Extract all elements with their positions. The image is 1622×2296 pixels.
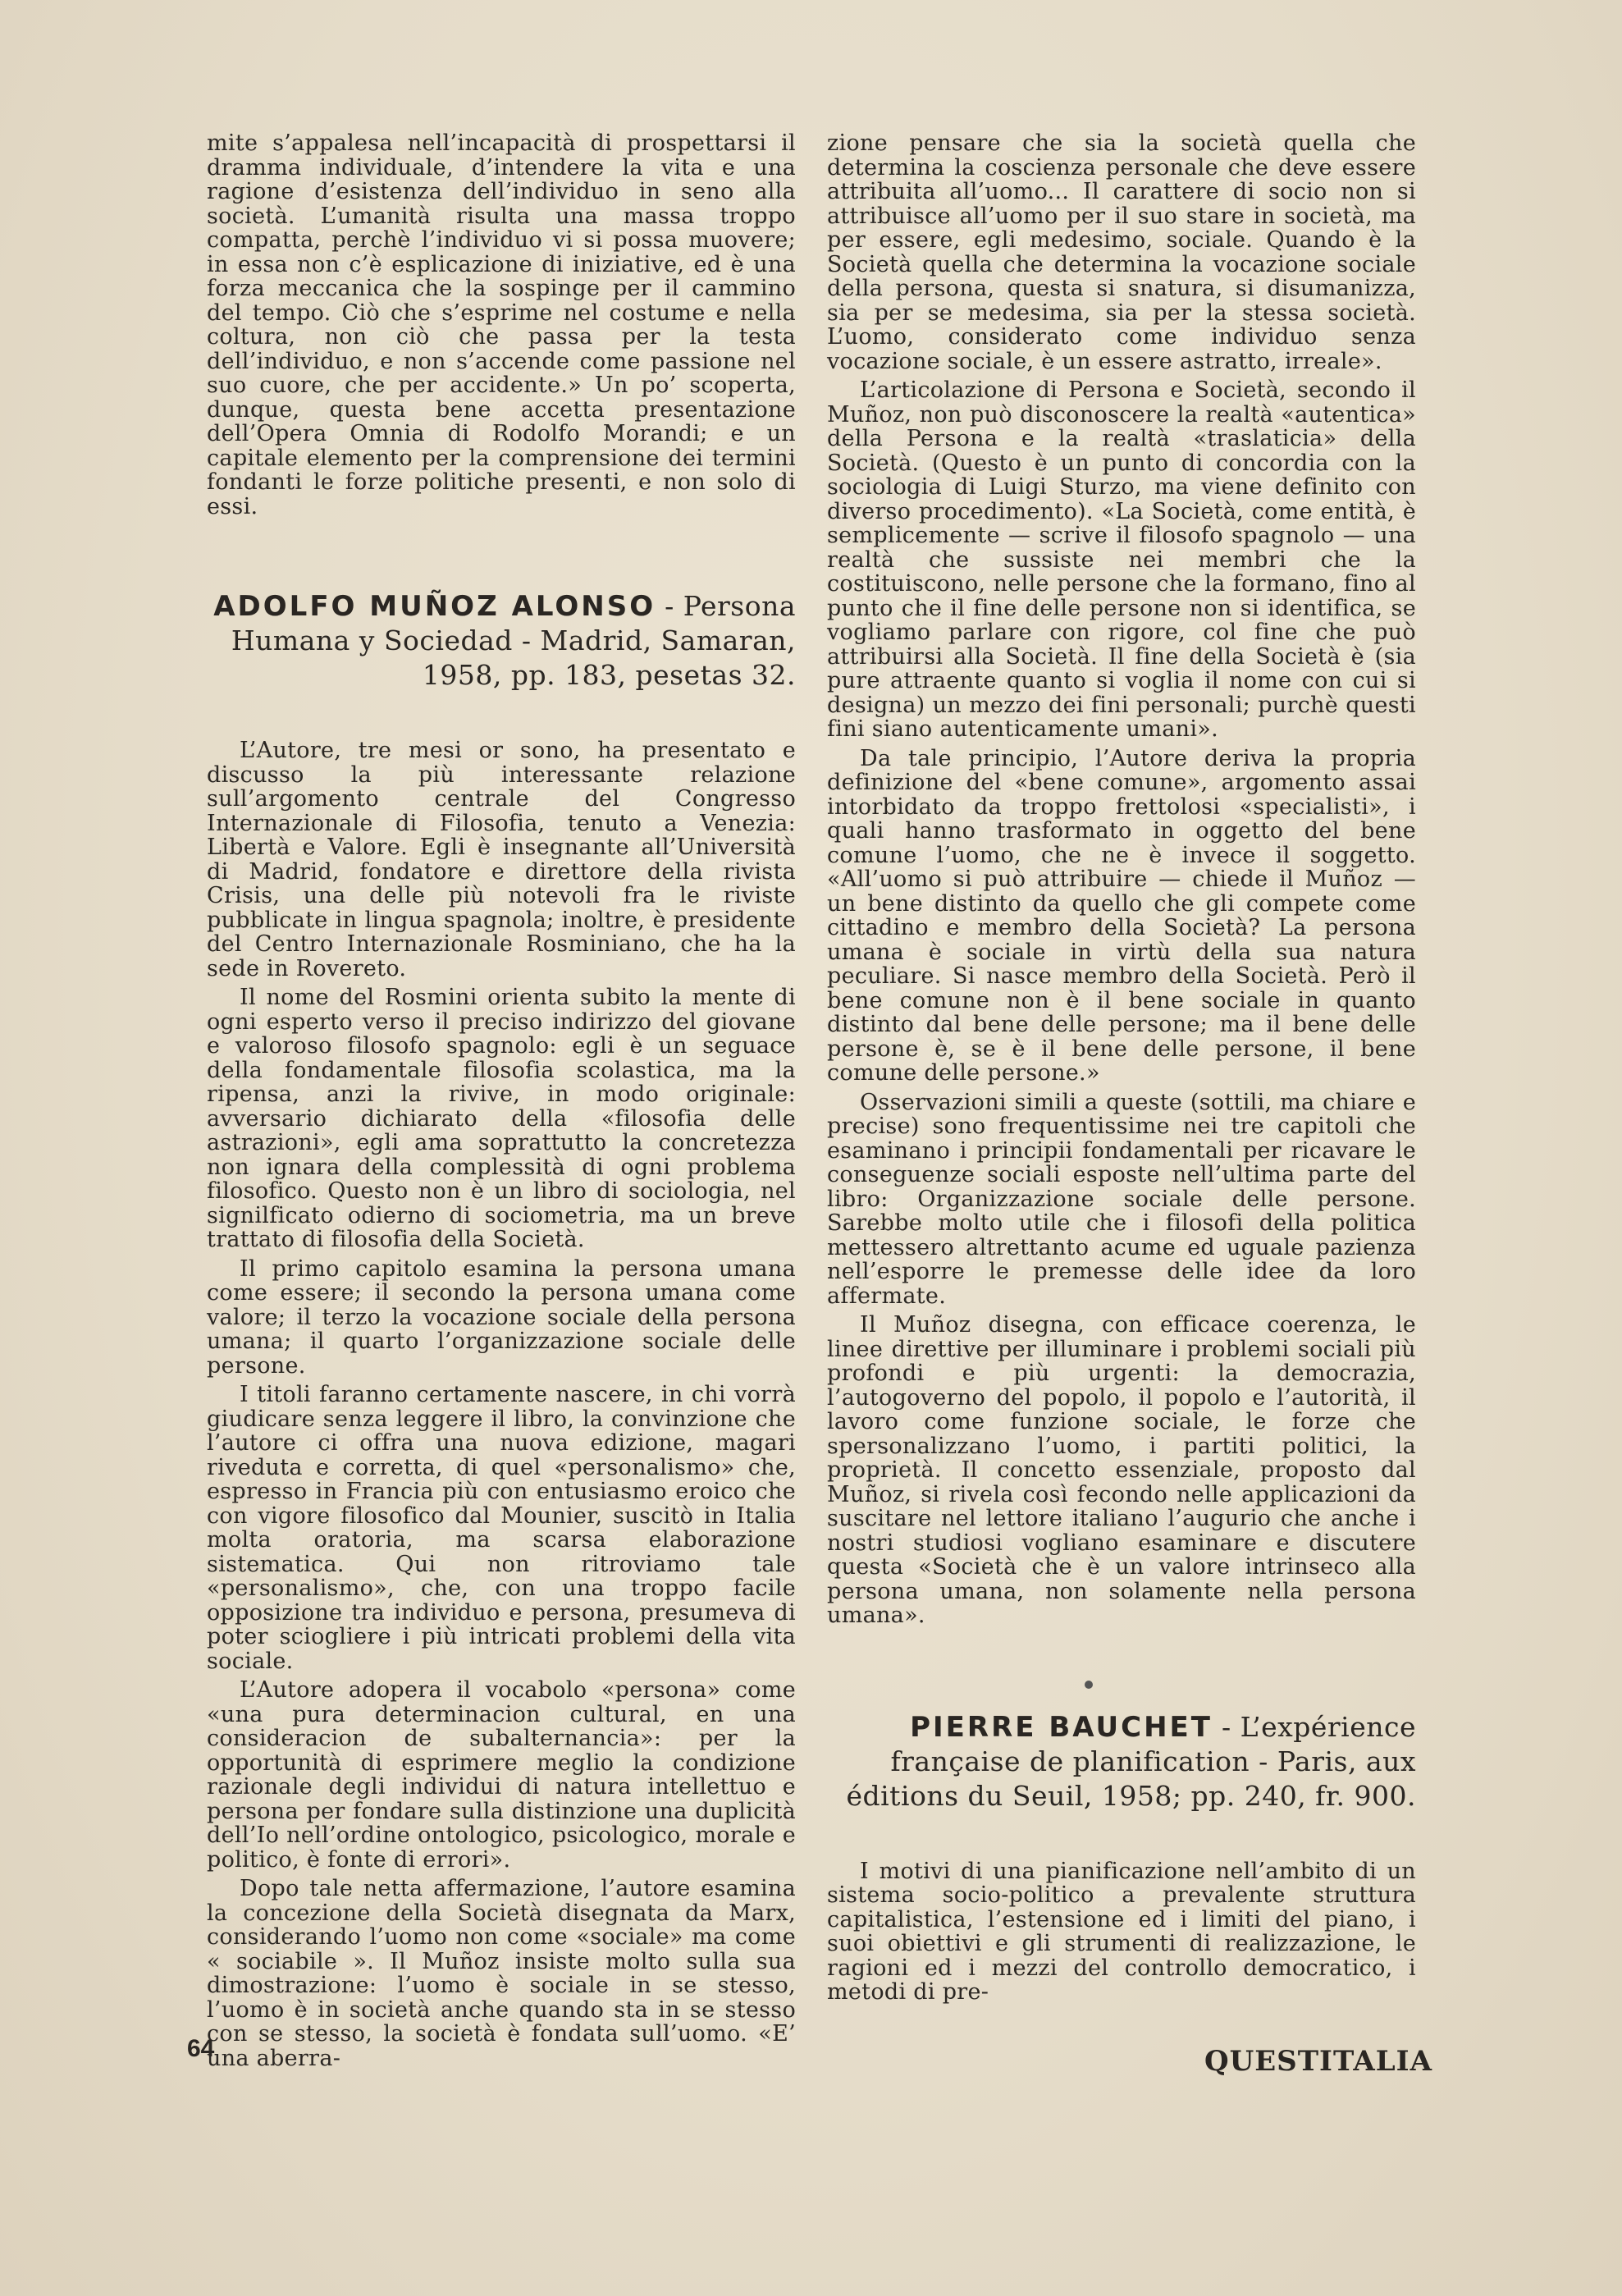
- review-book-details: - Persona Humana y Sociedad - Madrid, Samaran, 1958, pp. 183, pesetas 32.: [231, 590, 796, 691]
- page-number: 64: [187, 2035, 215, 2062]
- body-paragraph: L’Autore, tre mesi or sono, ha presentato e discusso la più interessante relazione sull’argomento centrale del Congresso Internazionale di Filosofia, tenuto a Venezia: Libertà e Valore. Egli è insegnante all’Università di Madrid, fondatore e direttore della rivista Crisis, una delle più notevoli fra le riviste pubblicate in lingua spagnola; inoltre, è presidente del Centro Internazionale Rosminiano, che ha la sede in Rovereto.: [207, 738, 796, 981]
- separator-dot: [1085, 1681, 1093, 1689]
- body-paragraph: Il primo capitolo esamina la persona umana come essere; il secondo la persona umana come valore; il terzo la vocazione sociale della persona umana; il quarto l’organizzazione sociale delle persone.: [207, 1255, 796, 1379]
- review-author: PIERRE BAUCHET: [910, 1710, 1213, 1744]
- body-paragraph: I motivi di una pianificazione nell’ambito di un sistema socio-politico a prevalente struttura capitalistica, l’estensione ed i limiti del piano, i suoi obiettivi e gli strumenti di realizzazione, le ragioni ed i mezzi del controllo democratico, i metodi di pre-: [827, 1858, 1416, 2005]
- review-author: ADOLFO MUÑOZ ALONSO: [213, 590, 656, 623]
- left-column: [207, 131, 796, 2075]
- journal-title: QUESTITALIA: [1204, 2045, 1432, 2078]
- spacer: [827, 1633, 1416, 1681]
- review-book-details: - L’expérience française de planification - Paris, aux éditions du Seuil, 1958; pp. 240, fr. 900.: [846, 1710, 1416, 1812]
- body-paragraph: Da tale principio, l’Autore deriva la propria definizione del «bene comune», argomento assai intorbidato da troppo frettolosi «specialisti», i quali hanno trasformato in oggetto del bene comune l’uomo, che ne è invece il soggetto. «All’uomo si può attribuire — chiede il Muñoz — un bene distinto da quello che gli compete come cittadino e membro della Società? La persona umana è sociale in virtù della sua natura peculiare. Si nasce membro della Società. Però il bene comune non è il bene sociale in quanto distinto dal bene delle persone; ma il bene delle persone è, se è il bene delle persone, il bene comune delle persone.»: [827, 745, 1416, 1086]
- body-paragraph: L’articolazione di Persona e Società, secondo il Muñoz, non può disconoscere la realtà «autentica» della Persona e la realtà «traslaticia» della Società. (Questo è un punto di concordia con la sociologia di Luigi Sturzo, ma viene definito con diverso procedimento). «La Società, come entità, è semplicemente — scrive il filosofo spagnolo — una realtà che sussiste nei membri che la costituiscono, nelle persone che la formano, fino al punto che il fine delle persone non si identifica, se vogliamo parlare con rigore, col fine che può attribuirsi alla Società. Il fine della Società è (sia pure attraente quanto si voglia il nome con cui si designa) un mezzo dei fini personali; purchè questi fini siano autenticamente umani».: [827, 377, 1416, 742]
- body-paragraph: Osservazioni simili a queste (sottili, ma chiare e precise) sono frequentissime nei tre capitoli che esaminano i principii fondamentali per ricavare le conseguenze sociali esposte nell’ultima parte del libro: Organizzazione sociale delle persone. Sarebbe molto utile che i filosofi della politica mettessero altrettanto acume ed uguale pazienza nell’esporre le premesse delle idee da loro affermate.: [827, 1089, 1416, 1309]
- body-paragraph: Il Muñoz disegna, con efficace coerenza, le linee direttive per illuminare i problemi sociali più profondi e più urgenti: la democrazia, l’autogoverno del popolo, il popolo e l’autorità, il lavoro come funzione sociale, le forze che spersonalizzano l’uomo, i partiti politici, la proprietà. Il concetto essenziale, proposto dal Muñoz, si rivela così fecondo nelle applicazioni da suscitare nel lettore italiano l’augurio che anche i nostri studiosi vogliano esaminare e discutere questa «Società che è un valore intrinseco alla persona umana, non solamente nella persona umana».: [827, 1312, 1416, 1628]
- spacer: [207, 524, 796, 589]
- review-heading-munoz: [207, 589, 796, 693]
- right-column: [827, 131, 1416, 2010]
- body-paragraph: zione pensare che sia la società quella che determina la coscienza personale che deve essere attribuita all’uomo... Il carattere di socio non si attribuisce all’uomo per il suo stare in società, ma per essere, egli medesimo, sociale. Quando è la Società quella che determina la vocazione sociale della persona, questa si snatura, si disumanizza, sia per se medesima, sia per la stessa società. L’uomo, considerato come individuo senza vocazione sociale, è un essere astratto, irreale».: [827, 130, 1416, 374]
- body-paragraph: I titoli faranno certamente nascere, in chi vorrà giudicare senza leggere il libro, la convinzione che l’autore ci offra una nuova edizione, magari riveduta e corretta, di quel «personalismo» che, espresso in Francia più con entusiasmo eroico che con vigore filosofico dal Mounier, suscitò in Italia molta oratoria, ma scarsa elaborazione sistematica. Qui non ritroviamo tale «personalismo», che, con una troppo facile opposizione tra individuo e persona, presumeva di poter sciogliere i più intricati problemi della vita sociale.: [207, 1382, 796, 1674]
- continued-paragraph: mite s’appalesa nell’incapacità di prospettarsi il dramma individuale, d’intendere la vita e una ragione d’esistenza dell’individuo in seno alla società. L’umanità risulta una massa troppo compatta, perchè l’individuo vi si possa muovere; in essa non c’è esplicazione di iniziative, ed è una forza meccanica che la sospinge per il cammino del tempo. Ciò che s’esprime nel costume e nella coltura, non ciò che passa per la testa dell’individuo, e non s’accende come passione nel suo cuore, che per accidente.» Un po’ scoperta, dunque, questa bene accetta presentazione dell’Opera Omnia di Rodolfo Morandi; e un capitale elemento per la comprensione dei termini fondanti le forze politiche presenti, e non solo di essi.: [207, 130, 796, 519]
- review-heading-bauchet: [827, 1710, 1416, 1813]
- body-paragraph: L’Autore adopera il vocabolo «persona» come «una pura determinacion cultural, en una consideracion de subalternancia»: per la opportunità di esprimere meglio la condizione razionale degli individui di natura intellettuo e persona per fondare sulla distinzione una duplicità dell’Io nell’ordine ontologico, psicologico, morale e politico, è fonte di errori».: [207, 1677, 796, 1873]
- body-paragraph: Dopo tale netta affermazione, l’autore esamina la concezione della Società disegnata da Marx, considerando l’uomo non come «sociale» ma come « sociabile ». Il Muñoz insiste molto sulla sua dimostrazione: l’uomo è sociale in se stesso, l’uomo è in società anche quando sta in se stesso con se stesso, la società è fondata sull’uomo. «E’ una aberra-: [207, 1876, 796, 2071]
- body-paragraph: Il nome del Rosmini orienta subito la mente di ogni esperto verso il preciso indirizzo del giovane e valoroso filosofo spagnolo: egli è un seguace della fondamentale filosofia scolastica, ma la ripensa, anzi la rivive, in modo originale: avversario dichiarato della «filosofia delle astrazioni», egli ama soprattutto la concretezza non ignara della complessità di ogni problema filosofico. Questo non è un libro di sociologia, nel signilficato odierno di sociometria, ma un breve trattato di filosofia della Società.: [207, 985, 796, 1252]
